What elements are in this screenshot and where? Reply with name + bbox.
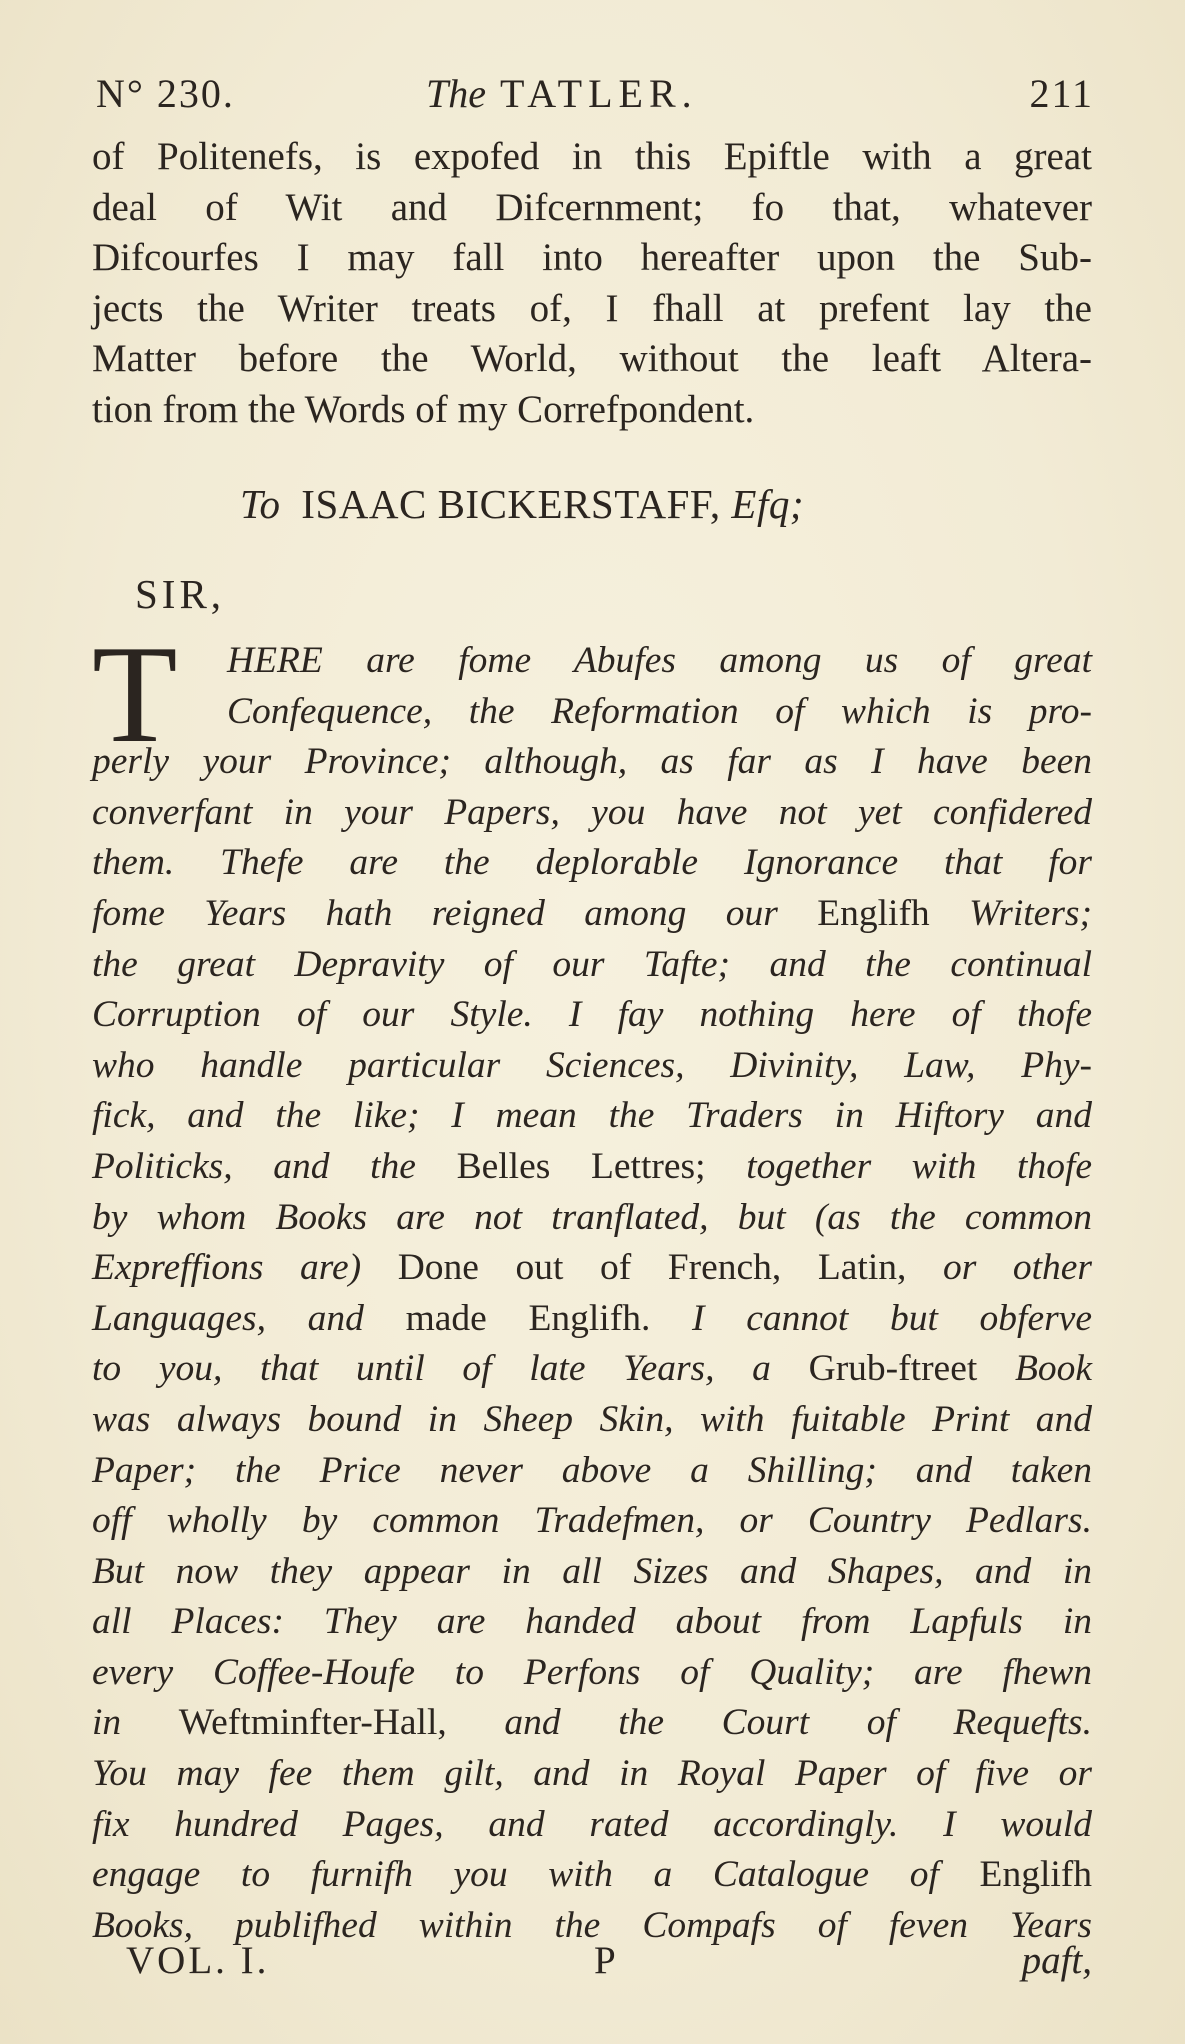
letter-fragment: in (92, 1702, 122, 1744)
letter-line (92, 1243, 1092, 1294)
letter-fragment: Politicks, and the (92, 1145, 416, 1187)
letter-fragment: Book (1014, 1348, 1093, 1390)
letter-line: You may fee them gilt, and in Royal Paper of five or (92, 1753, 1092, 1795)
letter-line (92, 1698, 1092, 1749)
address-to: To (240, 481, 281, 527)
intro-line: of Politenefs, is expofed in this Epiftle with a great (92, 135, 1092, 178)
drop-capital: T (92, 617, 178, 772)
letter-fragment-roman: Done out of French, Latin, (397, 1247, 907, 1289)
letter-body (92, 617, 1093, 1951)
letter-address (240, 480, 814, 528)
address-esq: Efq; (731, 481, 805, 527)
letter-fragment: engage to furnifh you with a Catalogue of (92, 1854, 939, 1896)
journal-title-article: The (426, 71, 486, 116)
issue-number: N° 230. (96, 71, 235, 116)
letter-fragment: to you, that until of late Years, a (92, 1348, 771, 1390)
letter-fragment: fome Years hath reigned among our (92, 892, 778, 934)
letter-fragment: Languages, and (92, 1297, 364, 1339)
letter-fragment: Writers; (969, 892, 1092, 934)
page-footer (126, 1938, 1092, 1992)
letter-fragment: and the Court of Requefts. (504, 1702, 1092, 1744)
address-name: ISAAC BICKERSTAFF, (301, 481, 721, 527)
letter-line: every Coffee-Houfe to Perfons of Quality; are fhewn (92, 1651, 1092, 1693)
volume-label: VOL. I. (126, 1939, 270, 1982)
letter-fragment: Expreffions are) (92, 1247, 362, 1289)
letter-fragment-roman: Englifh (817, 892, 930, 934)
signature-mark: P (594, 1939, 616, 1982)
letter-line (92, 889, 1092, 940)
letter-line: Corruption of our Style. I fay nothing here of thofe (92, 994, 1092, 1036)
running-header (96, 70, 1094, 124)
letter-line: Confequence, the Reformation of which is pro- (227, 690, 1092, 732)
intro-line: Difcourfes I may fall into hereafter upon the Sub- (92, 236, 1092, 279)
letter-fragment-roman: Weftminfter-Hall, (178, 1702, 447, 1744)
letter-line: them. Thefe are the deplorable Ignorance that for (92, 842, 1092, 884)
letter-line: perly your Province; although, as far as I have been (92, 741, 1092, 783)
catchword: paft, (1021, 1939, 1092, 1982)
letter-line: But now they appear in all Sizes and Shapes, and in (92, 1550, 1092, 1592)
letter-line (92, 1850, 1092, 1901)
letter-fragment-roman: Englifh (979, 1854, 1093, 1896)
intro-line: jects the Writer treats of, I fhall at prefent lay the (92, 286, 1092, 330)
letter-line: all Places: They are handed about from Lapfuls in (92, 1601, 1092, 1643)
letter-line: was always bound in Sheep Skin, with fuitable Print and (92, 1398, 1092, 1440)
letter-line: Books, publifhed within the Compafs of feven Years (92, 1904, 1092, 1946)
letter-line (92, 1344, 1092, 1395)
intro-paragraph (92, 132, 1092, 435)
letter-fragment-roman: made Englifh. (405, 1297, 651, 1339)
letter-line: off wholly by common Tradefmen, or Country Pedlars. (92, 1500, 1092, 1542)
salutation: SIR, (135, 571, 226, 617)
intro-line: Matter before the World, without the leaft Altera- (92, 337, 1092, 380)
letter-fragment: or other (942, 1247, 1092, 1289)
letter-line (92, 1294, 1092, 1345)
letter-line: HERE are fome Abufes among us of great (227, 640, 1092, 681)
letter-fragment: together with thofe (746, 1145, 1093, 1187)
letter-line: converfant in your Papers, you have not yet confidered (92, 791, 1092, 833)
page-number: 211 (1029, 71, 1094, 116)
letter-line: fix hundred Pages, and rated accordingly. I would (92, 1803, 1092, 1845)
letter-fragment-roman: Grub-ftreet (808, 1348, 978, 1390)
letter-line: Paper; the Price never above a Shilling; and taken (92, 1449, 1092, 1491)
letter-line: fick, and the like; I mean the Traders in Hiftory and (92, 1095, 1092, 1137)
journal-title-name: TATLER. (500, 71, 698, 116)
intro-line: tion from the Words of my Correfpondent. (92, 387, 755, 431)
intro-line: deal of Wit and Difcernment; fo that, whatever (92, 185, 1092, 229)
letter-line: who handle particular Sciences, Divinity, Law, Phy- (92, 1044, 1092, 1086)
letter-fragment-roman: Belles Lettres; (456, 1145, 706, 1187)
letter-line: the great Depravity of our Tafte; and the continual (92, 943, 1092, 985)
letter-line (92, 1142, 1092, 1193)
journal-title (426, 70, 698, 117)
letter-fragment: I cannot but obferve (692, 1297, 1092, 1339)
letter-line: by whom Books are not tranflated, but (as the common (92, 1196, 1092, 1238)
